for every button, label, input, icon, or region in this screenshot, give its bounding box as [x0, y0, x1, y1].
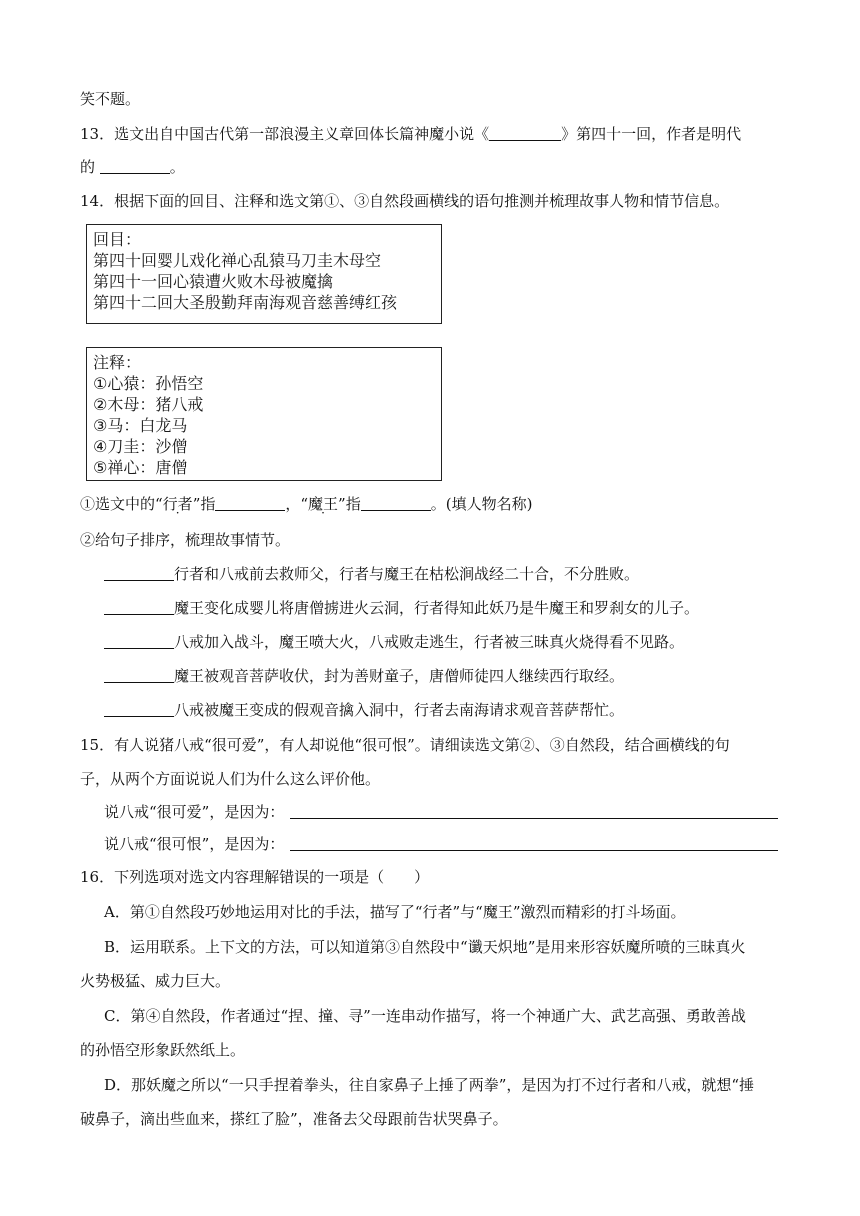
chapter-title-item: 第四十一回心猿遭火败木母被魔擒 — [93, 272, 334, 291]
chapter-title-item: 第四十二回大圣殷勤拜南海观音慈善缚红孩 — [93, 293, 398, 312]
ordering-text: 魔王被观音菩萨收伏，封为善财童子，唐僧师徒四人继续西行取经。 — [174, 667, 625, 685]
ordering-text: 八戒被魔王变成的假观音擒入洞中，行者去南海请求观音菩萨帮忙。 — [174, 701, 625, 719]
order-blank[interactable] — [104, 667, 174, 683]
option-c-line2: 的孙悟空形象跃然纸上。 — [80, 1041, 246, 1059]
annotation-item: ①心猿：孙悟空 — [93, 374, 204, 393]
chapter-title-item: 第四十回婴儿戏化禅心乱猿马刀圭木母空 — [93, 251, 382, 270]
text-line: 笑不题。 — [80, 90, 141, 108]
answer-blank[interactable] — [361, 495, 431, 511]
question-13-line1 — [80, 124, 741, 144]
order-blank[interactable] — [104, 599, 174, 615]
option-b-line1: B．运用联系。上下文的方法，可以知道第③自然段中“谶天炽地”是用来形容妖魔所喷的三昧真火 — [104, 938, 746, 956]
ordering-item — [104, 598, 699, 618]
question-15-line1: 15．有人说猪八戒“很可爱”，有人却说他“很可恨”。请细读选文第②、③自然段，结合画横线的句 — [80, 736, 730, 754]
option-d-line2: 破鼻子，滴出些血来，搽红了脸”，准备去父母跟前告状哭鼻子。 — [80, 1110, 508, 1128]
question-text: ”指 — [192, 495, 216, 513]
ordering-item — [104, 564, 639, 584]
order-blank[interactable] — [104, 701, 174, 717]
question-15-line2: 子，从两个方面说说人们为什么这么评价他。 — [80, 770, 381, 788]
answer-line[interactable] — [290, 850, 778, 851]
order-blank[interactable] — [104, 633, 174, 649]
option-d-line1: D．那妖魔之所以“一只手捏着拳头，往自家鼻子上捶了两拳”，是因为打不过行者和八戒，就想“捶 — [104, 1076, 755, 1094]
question-text: 。(填人物名称) — [430, 495, 533, 513]
question-13-line2 — [80, 157, 185, 177]
ordering-text: 魔王变化成婴儿将唐僧掳进火云洞，行者得知此妖乃是牛魔王和罗刹女的儿子。 — [174, 599, 700, 617]
question-14: 14．根据下面的回目、注释和选文第①、③自然段画横线的语句推测并梳理故事人物和情节信息。 — [80, 192, 730, 210]
answer-line[interactable] — [290, 818, 778, 819]
ordering-item — [104, 700, 624, 720]
question-text: ①选文中的“ — [80, 495, 163, 513]
sub-question-1 — [80, 494, 532, 514]
annotation-item: ⑤禅心：唐僧 — [93, 458, 188, 477]
question-15-prompt-hateful: 说八戒“很可恨”，是因为： — [104, 835, 285, 853]
ordering-text: 八戒加入战斗，魔王喷大火，八戒败走逃生，行者被三昧真火烧得看不见路。 — [174, 633, 685, 651]
annotation-item: ③马：白龙马 — [93, 416, 188, 435]
question-text: ”指 — [338, 495, 361, 513]
question-text: ，“ — [285, 495, 309, 513]
answer-blank[interactable] — [489, 125, 561, 141]
answer-blank[interactable] — [100, 158, 170, 174]
emphasis-word: 行者 — [162, 495, 193, 513]
ordering-item — [104, 666, 624, 686]
ordering-text: 行者和八戒前去救师父，行者与魔王在枯松涧战经二十合，不分胜败。 — [174, 565, 640, 583]
order-blank[interactable] — [104, 565, 174, 581]
question-text: 》第四十一回，作者是明代 — [561, 125, 742, 143]
question-15-prompt-lovable: 说八戒“很可爱”，是因为： — [104, 803, 285, 821]
question-text: 。 — [169, 158, 185, 176]
question-text: 13．选文出自中国古代第一部浪漫主义章回体长篇神魔小说《 — [80, 125, 490, 143]
question-text: 的 — [80, 158, 100, 176]
annotations-box — [86, 347, 442, 481]
sub-question-2: ②给句子排序，梳理故事情节。 — [80, 531, 291, 549]
ordering-item — [104, 632, 684, 652]
box-title: 注释： — [93, 353, 142, 372]
option-b-line2: 火势极猛、威力巨大。 — [80, 972, 231, 990]
chapter-titles-box — [86, 224, 442, 324]
question-16: 16．下列选项对选文内容理解错误的一项是（ ） — [80, 868, 430, 886]
annotation-item: ④刀圭：沙僧 — [93, 437, 188, 456]
answer-blank[interactable] — [215, 495, 285, 511]
annotation-item: ②木母：猪八戒 — [93, 395, 204, 414]
box-title: 回目： — [93, 230, 142, 249]
emphasis-word: 魔王 — [308, 495, 339, 513]
option-c-line1: C．第④自然段，作者通过“捏、撞、寻”一连串动作描写，将一个神通广大、武艺高强、勇敢善战 — [104, 1007, 746, 1025]
option-a: A．第①自然段巧妙地运用对比的手法，描写了“行者”与“魔王”激烈而精彩的打斗场面。 — [104, 903, 686, 921]
